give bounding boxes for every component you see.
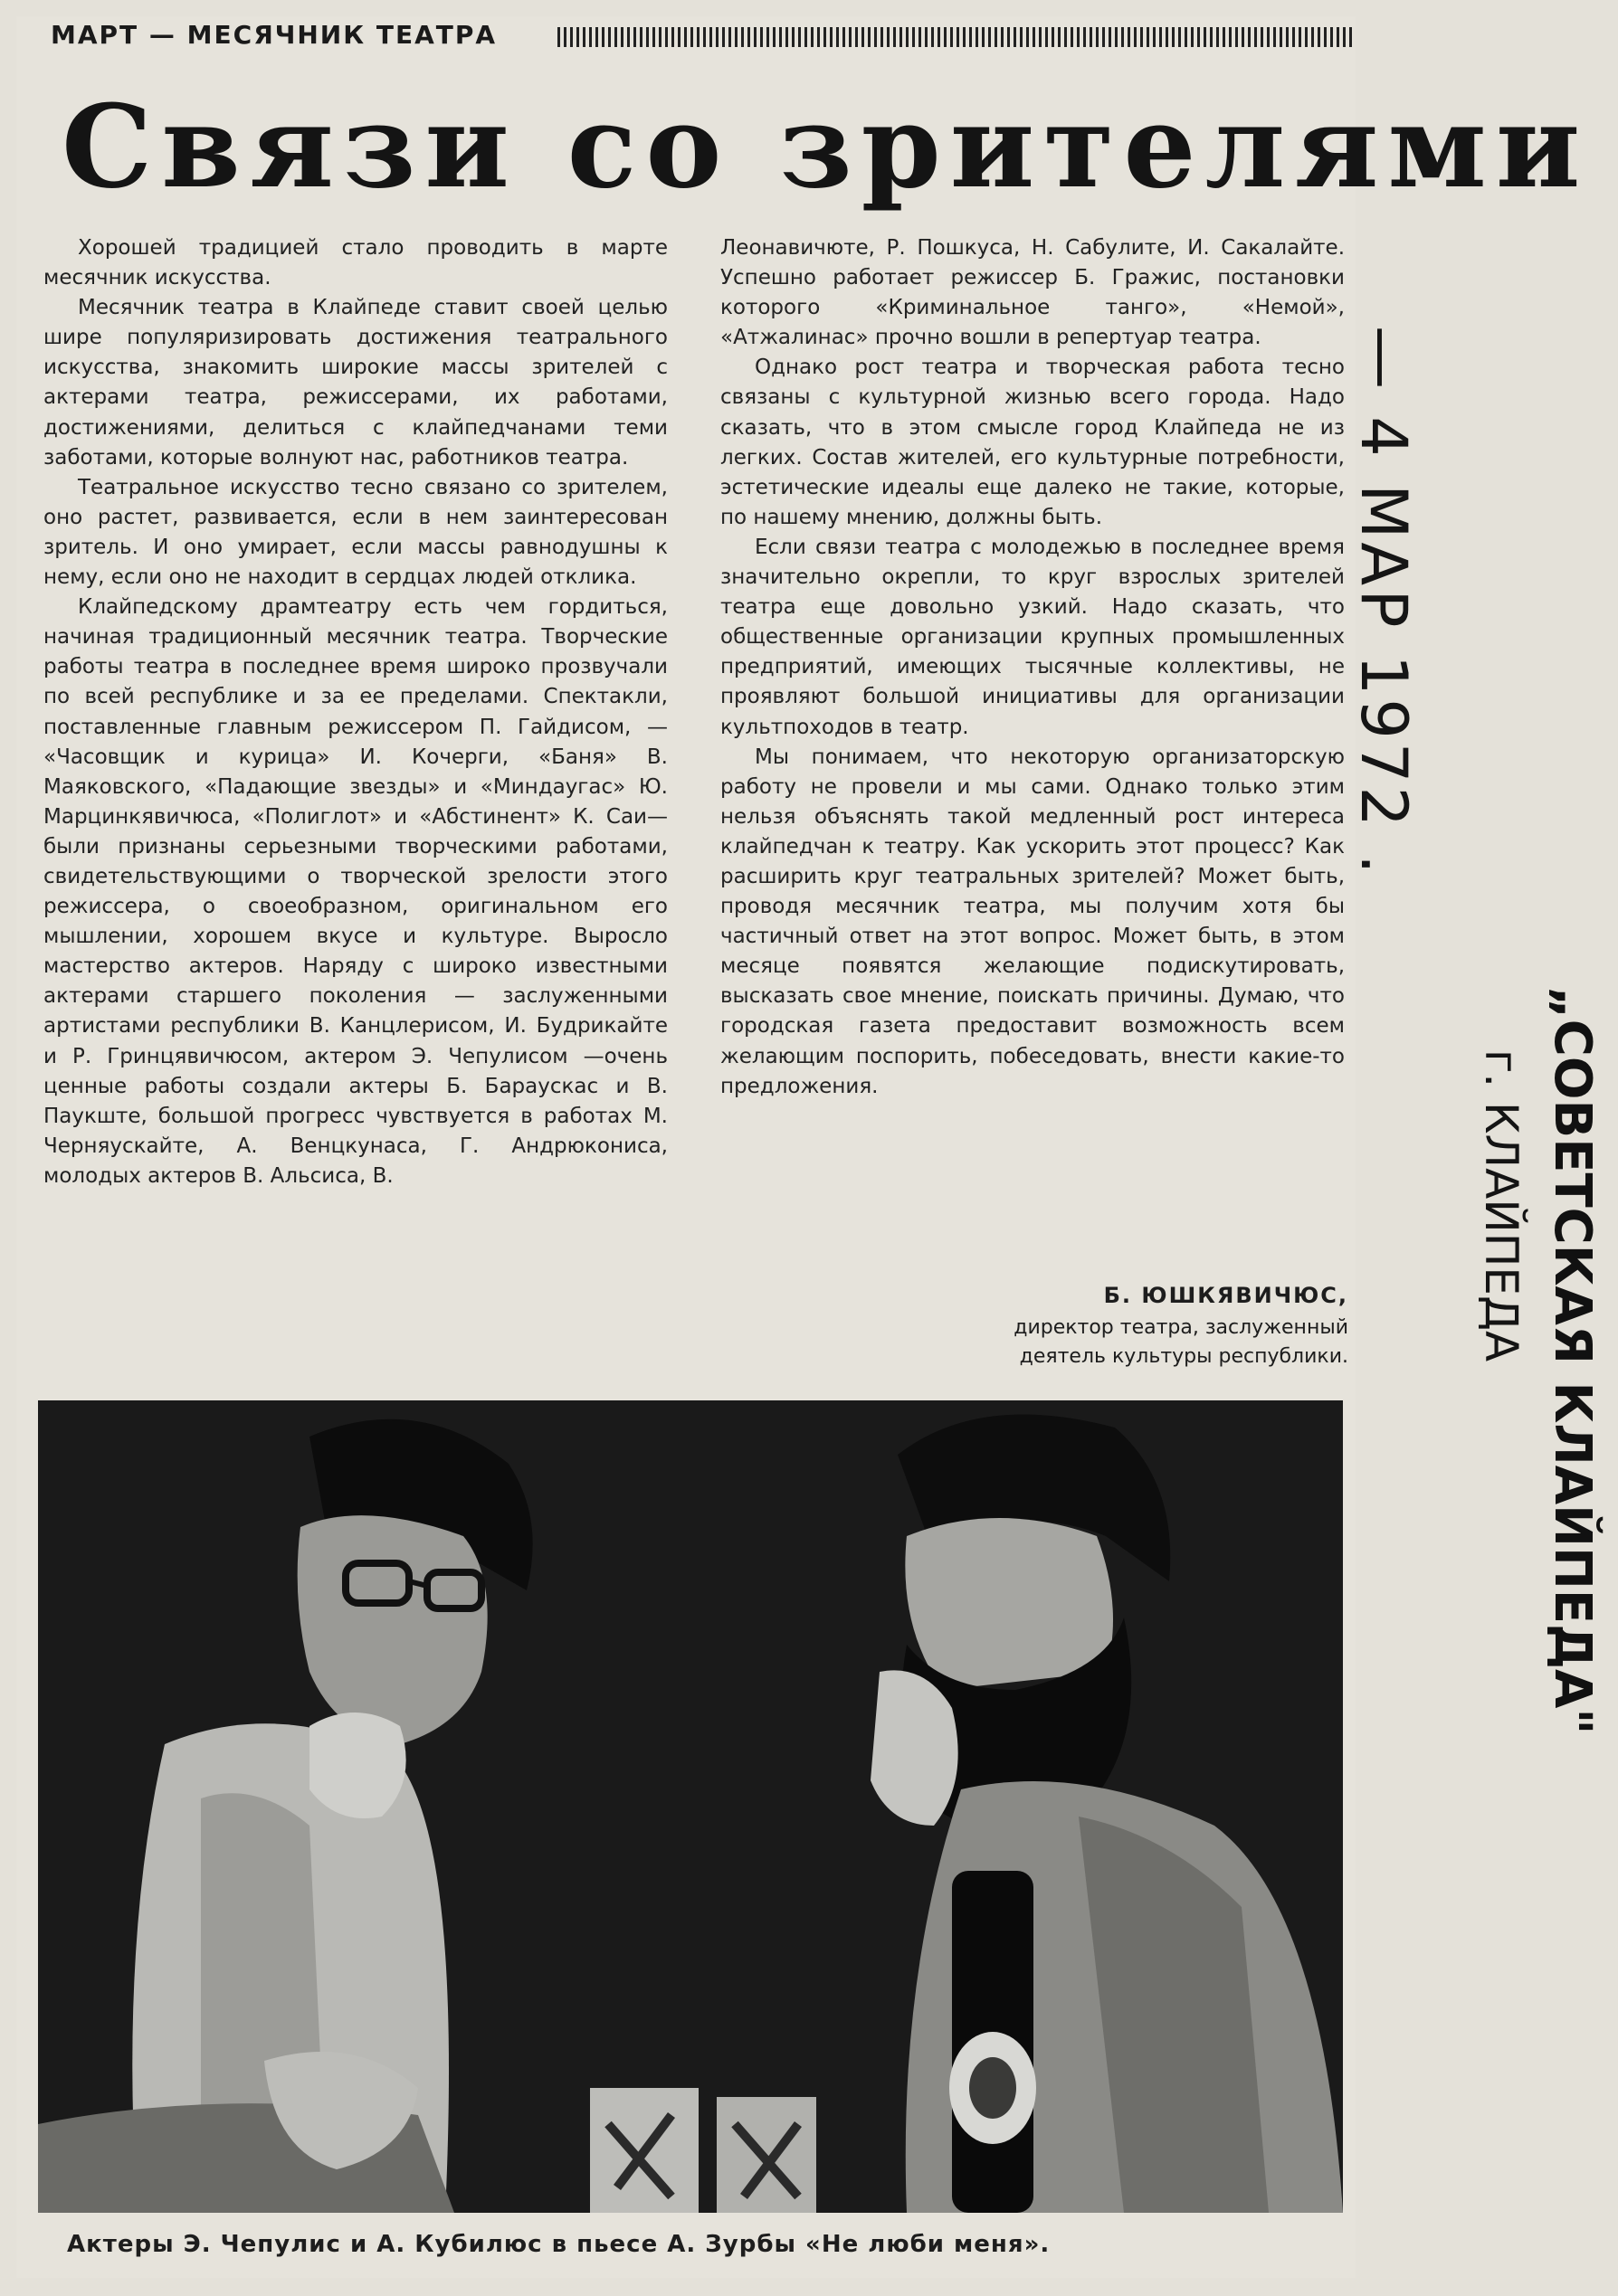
article-column-left: [43, 233, 668, 1191]
rubric-rule: [557, 27, 1354, 47]
paragraph: Однако рост театра и творческая работа тесно связаны с культурной жизнью всего города. Надо сказать, что в этом смысле город Клайпеда не из легких. Состав жителей, его культурные потребности, эстетические идеалы еще далеко не такие, которые, по нашему мнению, должны быть.: [720, 356, 1345, 529]
article-photo: [38, 1400, 1343, 2213]
paragraph: Месячник театра в Клайпеде ставит своей целью шире популяризировать достижения театрального искусства, знакомить широкие массы зрителей с актерами театра, режиссерами, их работами, достижениями, делиться с клайпедчанами теми заботами, которые волнуют нас, работников театра.: [43, 296, 668, 470]
date-stamp: — 4 МАР 1972 .: [1347, 326, 1421, 878]
photo-caption: Актеры Э. Чепулис и А. Кубилюс в пьесе А. Зурбы «Не люби меня».: [67, 2231, 1051, 2258]
paragraph: Если связи театра с молодежью в последнее время значительно окрепли, то круг взрослых зрителей театра еще довольно узкий. Надо сказать, что общественные организации крупных промышленных предприятий, имеющих тысячные коллективы, не проявляют большой инициативы для организации культпоходов в театр.: [720, 535, 1345, 739]
author-role: [905, 1314, 1348, 1371]
newspaper-name-stamp: „СОВЕТСКАЯ КЛАЙПЕДА": [1543, 986, 1602, 1735]
paragraph: Театральное искусство тесно связано со зрителем, оно растет, развивается, если в нем заинтересован зритель. И оно умирает, если массы равнодушны к нему, если оно не находит в сердцах людей отклика.: [43, 475, 668, 590]
paragraph: Клайпедскому драмтеатру есть чем гордиться, начиная традиционный месячник театра. Творческие работы театра в последнее время широко прозвучали по всей республике и за ее пределами. Спектакли, поставленные главным режиссером П. Гайдисом, — «Часовщик и курица» И. Кочерги, «Баня» В. Маяковского, «Падающие звезды» и «Миндаугас» Ю. Марцинкявичюса, «Полиглот» и «Абстинент» К. Саи—были признаны серьезными творческими работами, свидетельствующими о творческой зрелости этого режиссера, о своеобразном, оригинальном его мышлении, хорошем вкусе и культуре. Выросло мастерство актеров. Наряду с широко известными актерами старшего поколения — заслуженными артистами республики В. Канцлерисом, И. Будрикайте и Р. Гринцявичюсом, актером Э. Чепулисом —очень ценные работы создали актеры Б. Бараускас и В. Паукште, большой прогресс чувствуется в работах М. Черняускайте, А. Венцкунаса, Г. Андрюкониса, молодых актеров В. Альсиса, В.: [43, 595, 668, 1188]
author-signature: [905, 1283, 1348, 1371]
article-column-right: [720, 233, 1345, 1102]
rubric-header: [51, 20, 1354, 56]
author-name: Б. ЮШКЯВИЧЮС,: [1103, 1283, 1348, 1308]
paragraph: Хорошей традицией стало проводить в марте месячник искусства.: [43, 236, 668, 290]
article-headline: Связи со зрителями: [62, 80, 1590, 213]
photo-illustration: [38, 1400, 1343, 2213]
author-role-line: деятель культуры республики.: [1019, 1345, 1348, 1368]
paragraph: Леонавичюте, Р. Пошкуса, Н. Сабулите, И. Сакалайте. Успешно работает режиссер Б. Гражис, постановки которого «Криминальное танго», «Немой», «Атжалинас» прочно вошли в репертуар театра.: [720, 236, 1345, 350]
rubric-text: МАРТ — МЕСЯЧНИК ТЕАТРА: [51, 20, 509, 50]
paragraph: Мы понимаем, что некоторую организаторскую работу не провели и мы сами. Однако только этим нельзя объяснять такой медленный рост интереса клайпедчан к театру. Как ускорить этот процесс? Как расширить круг театральных зрителей? Может быть, проводя месячник театра, мы получим хотя бы частичный ответ на этот вопрос. Может быть, в этом месяце появятся желающие подискутировать, высказать свое мнение, поискать причины. Думаю, что городская газета предоставит возможность всем желающим поспорить, побеседовать, внести какие-то предложения.: [720, 745, 1345, 1098]
city-stamp: г. КЛАЙПЕДА: [1475, 1049, 1528, 1362]
author-role-line: директор театра, заслуженный: [1014, 1316, 1348, 1339]
